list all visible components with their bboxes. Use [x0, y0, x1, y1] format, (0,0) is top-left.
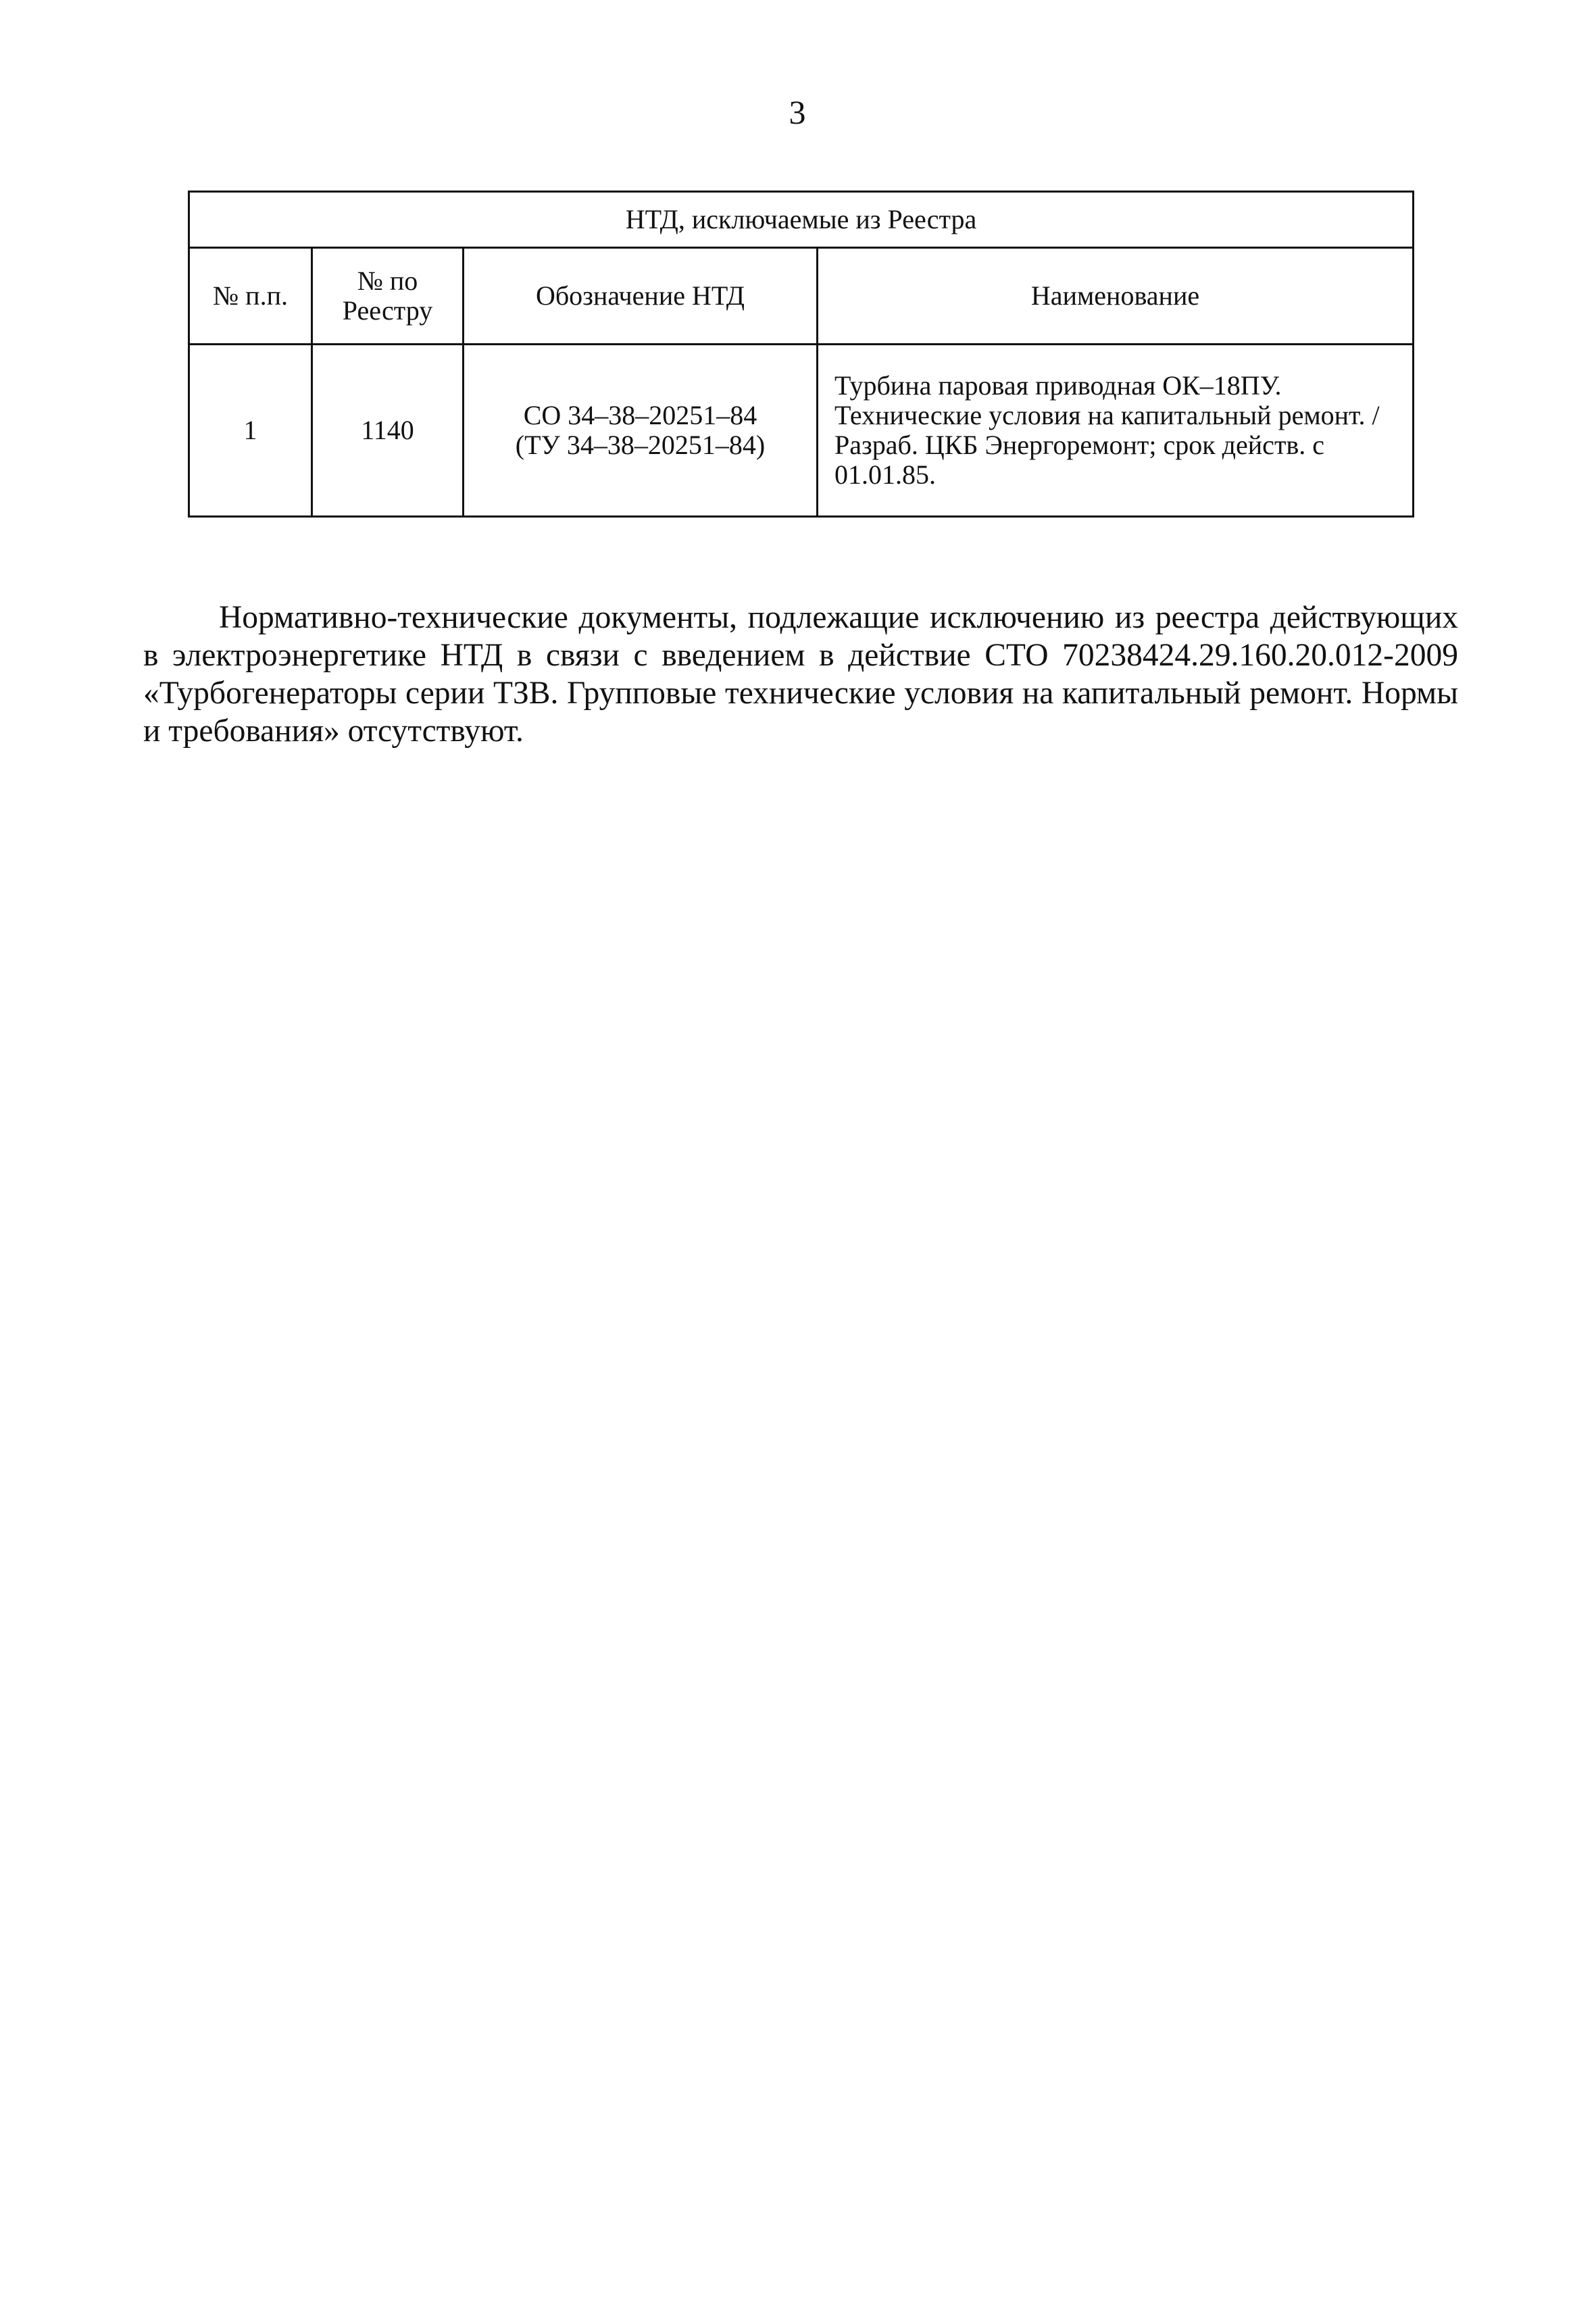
cell-name [818, 345, 1414, 517]
table-caption-row [189, 192, 1414, 248]
document-name: Турбина паровая приводная ОК–18ПУ. Технические условия на капитальный ремонт. /Разраб. ЦКБ Энергоремонт; срок действ. с 01.01.85. [834, 370, 1380, 490]
header-index: № п.п. [189, 248, 312, 345]
cell-designation [464, 345, 818, 517]
table-row [189, 345, 1414, 517]
table-caption: НТД, исключаемые из Реестра [189, 192, 1414, 248]
excluded-ntd-table [188, 191, 1414, 518]
header-name: Наименование [818, 248, 1414, 345]
cell-index: 1 [189, 345, 312, 517]
table-header-row [189, 248, 1414, 345]
designation-line-2: (ТУ 34–38–20251–84) [515, 430, 766, 460]
cell-registry-no: 1140 [312, 345, 464, 517]
header-registry-no-text: № по Реестру [342, 266, 433, 326]
header-registry-no [312, 248, 464, 345]
page-number: 3 [789, 93, 806, 131]
body-paragraph: Нормативно-технические документы, подлежащие исключению из реестра действующих в электроэнергетике НТД в связи с введением в действие СТО 70238424.29.160.20.012-2009 «Турбогенераторы серии ТЗВ. Групповые технические условия на капитальный ремонт. Нормы и требования» отсутствуют. [143, 600, 1458, 749]
header-designation: Обозначение НТД [464, 248, 818, 345]
designation-line-1: СО 34–38–20251–84 [523, 400, 757, 430]
